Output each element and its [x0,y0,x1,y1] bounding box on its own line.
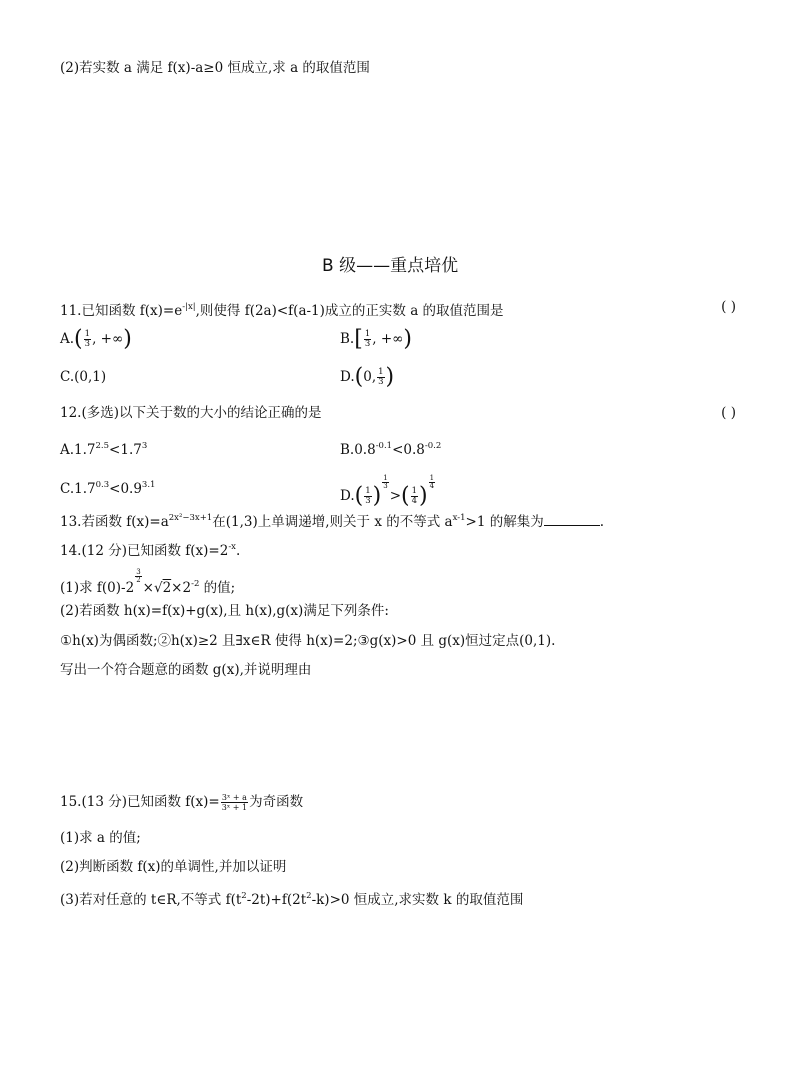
q11-option-a: A.( $\frac{1}{3}$ , +∞) [60,326,132,352]
q11-option-d: D.(0, $\frac{1}{3}$ ) [340,364,395,390]
q15-stem: 15.(13 分)已知函数 f(x)= $\frac{\text{3ˣ + a}}{\text{3ˣ + 1}}$ 为奇函数 [60,793,304,812]
q14-part1: (1)求 f(0)-2 $\frac{3}{2}$ $\times√2\times 2^{-2}$ 的值; [60,568,236,596]
q12-answer-bracket: ( ) [721,405,736,421]
section-title: B 级——重点培优 [322,256,459,276]
q11-option-b: B.[ $\frac{1}{3}$ , +∞) [340,326,412,352]
q15-part3: (3)若对任意的 t∈R,不等式 $f(t^2-2t)+f(2t^2-k)>0$ 恒成立,求实数 k 的取值范围 [60,891,524,908]
previous-question-part: (2)若实数 a 满足 f(x)-a≥0 恒成立,求 a 的取值范围 [60,60,370,76]
q11-answer-bracket: ( ) [721,299,736,315]
q12-option-b: $B.0.8^{-0.1}<0.8^{-0.2}$ [340,441,442,458]
q14-prompt: 写出一个符合题意的函数 g(x),并说明理由 [60,662,312,678]
q11-option-c: C.(0,1) [60,369,107,385]
q13-stem: 13.若函数 $f(x)=a^{2x^2-3x+1}$在(1,3)上单调递增,则关于 x 的不等式 $a^{x-1}>1$ 的解集为 . [60,513,605,530]
q12-option-a: $A.1.7^{2.5}<1.7^3$ [60,441,148,458]
q15-part2: (2)判断函数 f(x)的单调性,并加以证明 [60,859,287,875]
q12-stem: 12.(多选)以下关于数的大小的结论正确的是 [60,405,322,421]
q12-option-c: $C.1.7^{0.3}<0.9^{3.1}$ [60,480,156,497]
q11-stem: 11.已知函数 $f(x)=e^{-|x|}$,则使得 f(2a)<f(a-1)成立的正实数 a 的取值范围是 [60,302,504,319]
q12-option-d: D.( $\frac{1}{3}$ ) $\frac{1}{3}$ >( $\frac{1}{4}$ ) $\frac{1}{4}$ [340,474,435,509]
q14-conditions: ①h(x)为偶函数;②h(x)≥2 且∃x∈R 使得 h(x)=2;③g(x)>0 且 g(x)恒过定点(0,1). [60,633,556,649]
q13-answer-blank [544,511,600,526]
q15-part1: (1)求 a 的值; [60,830,141,846]
q14-part2: (2)若函数 h(x)=f(x)+g(x),且 h(x),g(x)满足下列条件: [60,603,389,619]
q14-stem: 14.(12 分)已知函数 $f(x)=2^{-x}$. [60,542,241,559]
